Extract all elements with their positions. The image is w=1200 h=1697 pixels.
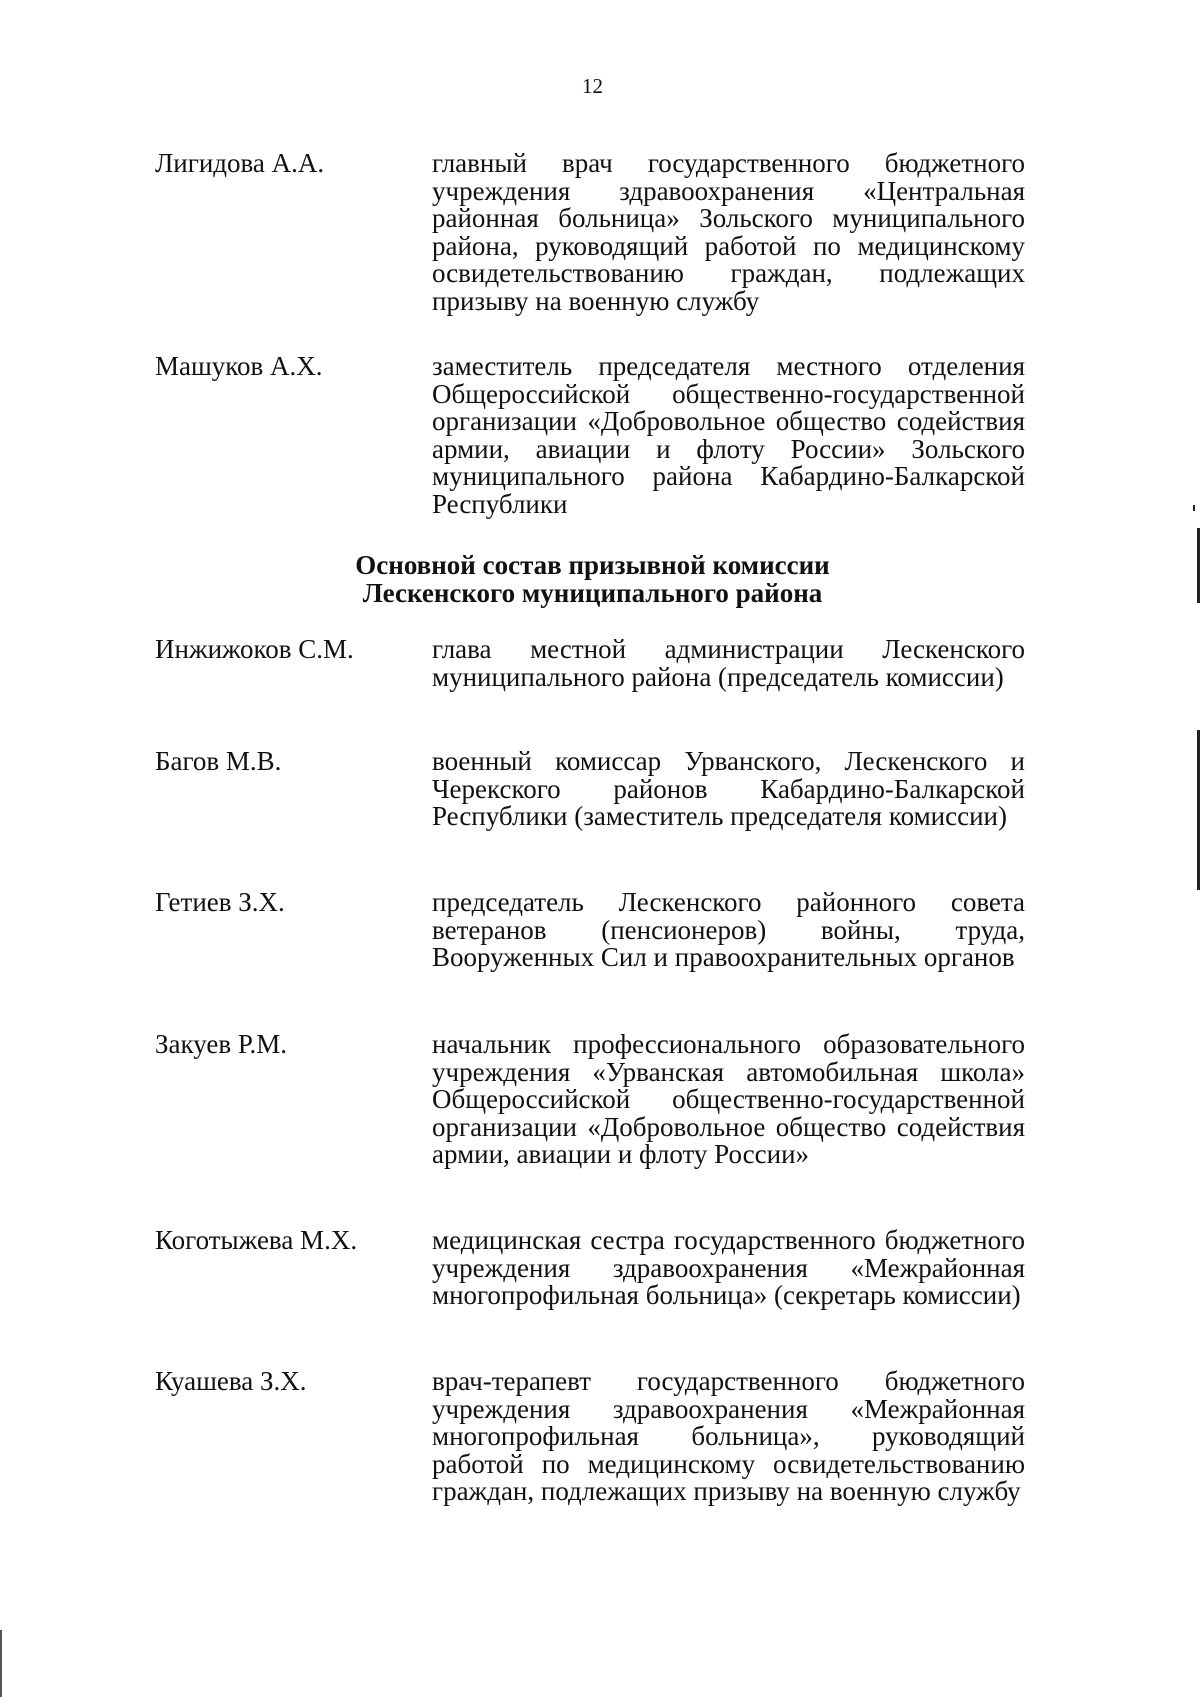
member-description: председатель Лескенского районного совета ветеранов (пенсионеров) войны, труда, Вооруженных Сил и правоохранительных органов <box>432 887 1025 973</box>
member-description: глава местной администрации Лескенского муниципального района (председатель комиссии) <box>432 634 1025 692</box>
member-name: Гетиев З.Х. <box>155 887 285 917</box>
member-name: Куашева З.Х. <box>155 1366 307 1396</box>
section-heading <box>0 551 1185 607</box>
member-name: Багов М.В. <box>155 746 282 776</box>
member-name: Инжижоков С.М. <box>155 634 354 664</box>
page-number: 12 <box>582 74 603 98</box>
scan-artifact <box>1193 505 1195 511</box>
member-description: военный комиссар Урванского, Лескенского и Черекского районов Кабардино-Балкарской Республики (заместитель председателя комиссии) <box>432 746 1025 832</box>
member-description: главный врач государственного бюджетного учреждения здравоохранения «Центральная районная больница» Зольского муниципального района, руководящий работой по медицинскому освидетельствованию граждан, подлежащих призыву на военную службу <box>432 148 1025 316</box>
member-description: начальник профессионального образовательного учреждения «Урванская автомобильная школа» Общероссийской общественно-государственной организации «Добровольное общество содействия армии, авиации и флоту России» <box>432 1029 1025 1170</box>
member-description: врач-терапевт государственного бюджетного учреждения здравоохранения «Межрайонная многопрофильная больница», руководящий работой по медицинскому освидетельствованию граждан, подлежащих призыву на военную службу <box>432 1366 1025 1507</box>
member-name: Закуев Р.М. <box>155 1029 288 1059</box>
section-heading-line: Основной состав призывной комиссии <box>355 550 830 580</box>
member-name: Лигидова А.А. <box>155 148 325 178</box>
member-description: медицинская сестра государственного бюджетного учреждения здравоохранения «Межрайонная многопрофильная больница» (секретарь комиссии) <box>432 1225 1025 1311</box>
scan-artifact <box>0 1630 2 1697</box>
member-name: Машуков А.Х. <box>155 351 323 381</box>
section-heading-line: Лескенского муниципального района <box>362 578 823 608</box>
member-description: заместитель председателя местного отделения Общероссийской общественно-государственной организации «Добровольное общество содействия армии, авиации и флоту России» Зольского муниципального района Кабардино-Балкарской Республики <box>432 351 1025 519</box>
member-name: Коготыжева М.Х. <box>155 1225 358 1255</box>
